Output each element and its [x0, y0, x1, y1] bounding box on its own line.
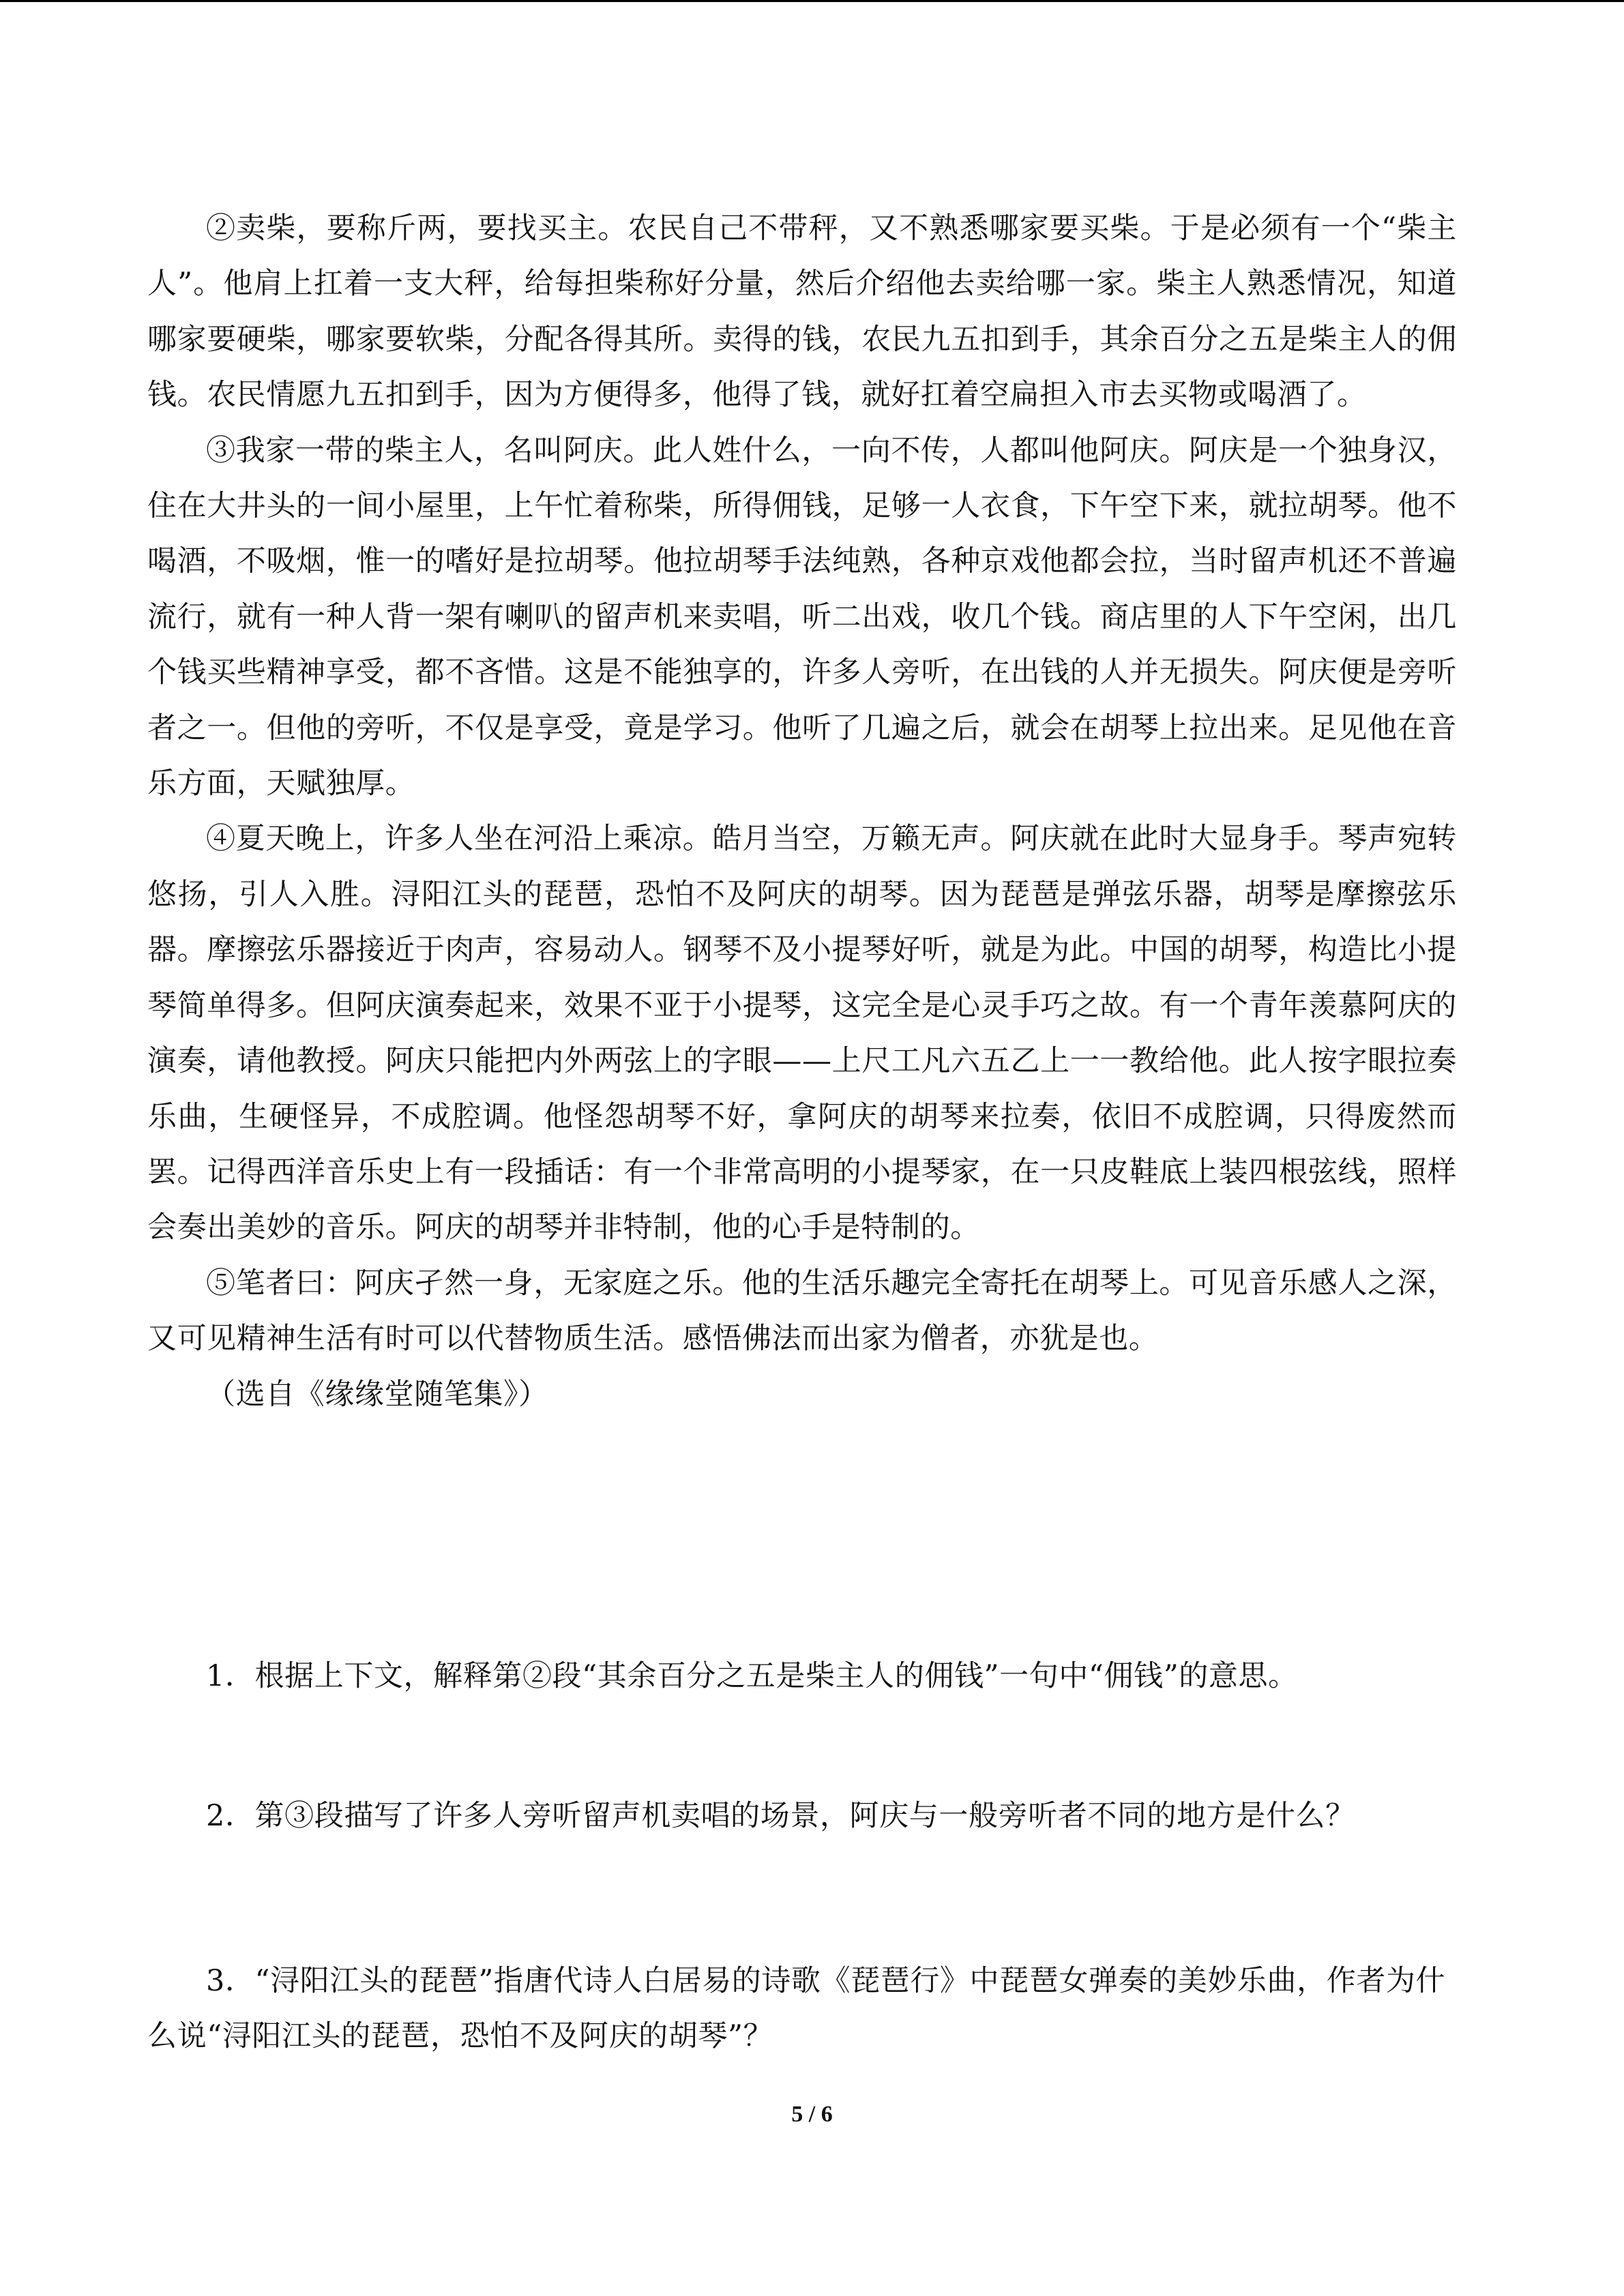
page-top-border [0, 0, 1624, 2]
question-3: 3．“浔阳江头的琵琶”指唐代诗人白居易的诗歌《琵琶行》中琵琶女弹奏的美妙乐曲，作者为什么说“浔阳江头的琵琶，恐怕不及阿庆的胡琴”？ [147, 1963, 1446, 2054]
paragraph-4: ④夏天晚上，许多人坐在河沿上乘凉。皓月当空，万籁无声。阿庆就在此时大显身手。琴声宛转悠扬，引人入胜。浔阳江头的琵琶，恐怕不及阿庆的胡琴。因为琵琶是弹弦乐器，胡琴是摩擦弦乐器。摩擦弦乐器接近于肉声，容易动人。钢琴不及小提琴好听，就是为此。中国的胡琴，构造比小提琴简单得多。但阿庆演奏起来，效果不亚于小提琴，这完全是心灵手巧之故。有一个青年羡慕阿庆的演奏，请他教授。阿庆只能把内外两弦上的字眼——上尺工凡六五乙上一一教给他。此人按字眼拉奏乐曲，生硬怪异，不成腔调。他怪怨胡琴不好，拿阿庆的胡琴来拉奏，依旧不成腔调，只得废然而罢。记得西洋音乐史上有一段插话：有一个非常高明的小提琴家，在一只皮鞋底上装四根弦线，照样会奏出美妙的音乐。阿庆的胡琴并非特制，他的心手是特制的。 [147, 822, 1457, 1245]
question-2: 2．第③段描写了许多人旁听留声机卖唱的场景，阿庆与一般旁听者不同的地方是什么？ [206, 1799, 1355, 1834]
paragraph-5: ⑤笔者曰：阿庆孑然一身，无家庭之乐。他的生活乐趣完全寄托在胡琴上。可见音乐感人之深，又可见精神生活有时可以代替物质生活。感悟佛法而出家为僧者，亦犹是也。 [147, 1266, 1457, 1356]
paragraph-2: ②卖柴，要称斤两，要找买主。农民自己不带秤，又不熟悉哪家要买柴。于是必须有一个“柴主人”。他肩上扛着一支大秤，给每担柴称好分量，然后介绍他去卖给哪一家。柴主人熟悉情况，知道哪家要硬柴，哪家要软柴，分配各得其所。卖得的钱，农民九五扣到手，其余百分之五是柴主人的佣钱。农民情愿九五扣到手，因为方便得多，他得了钱，就好扛着空扁担入市去买物或喝酒了。 [147, 211, 1457, 413]
page-number: 5 / 6 [791, 2102, 833, 2127]
answer-space [147, 1704, 1457, 1789]
question-list [147, 1649, 1457, 2065]
article-body [147, 201, 1457, 1422]
source-citation: （选自《缘缘堂随笔集》） [206, 1377, 548, 1412]
answer-space [147, 1845, 1457, 1954]
question-1: 1．根据上下文，解释第②段“其余百分之五是柴主人的佣钱”一句中“佣钱”的意思。 [206, 1659, 1298, 1693]
paragraph-3: ③我家一带的柴主人，名叫阿庆。此人姓什么，一向不传，人都叫他阿庆。阿庆是一个独身汉，住在大井头的一间小屋里，上午忙着称柴，所得佣钱，足够一人衣食，下午空下来，就拉胡琴。他不喝酒，不吸烟，惟一的嗜好是拉胡琴。他拉胡琴手法纯熟，各种京戏他都会拉，当时留声机还不普遍流行，就有一种人背一架有喇叭的留声机来卖唱，听二出戏，收几个钱。商店里的人下午空闲，出几个钱买些精神享受，都不吝惜。这是不能独享的，许多人旁听，在出钱的人并无损失。阿庆便是旁听者之一。但他的旁听，不仅是享受，竟是学习。他听了几遍之后，就会在胡琴上拉出来。足见他在音乐方面，天赋独厚。 [147, 433, 1457, 801]
